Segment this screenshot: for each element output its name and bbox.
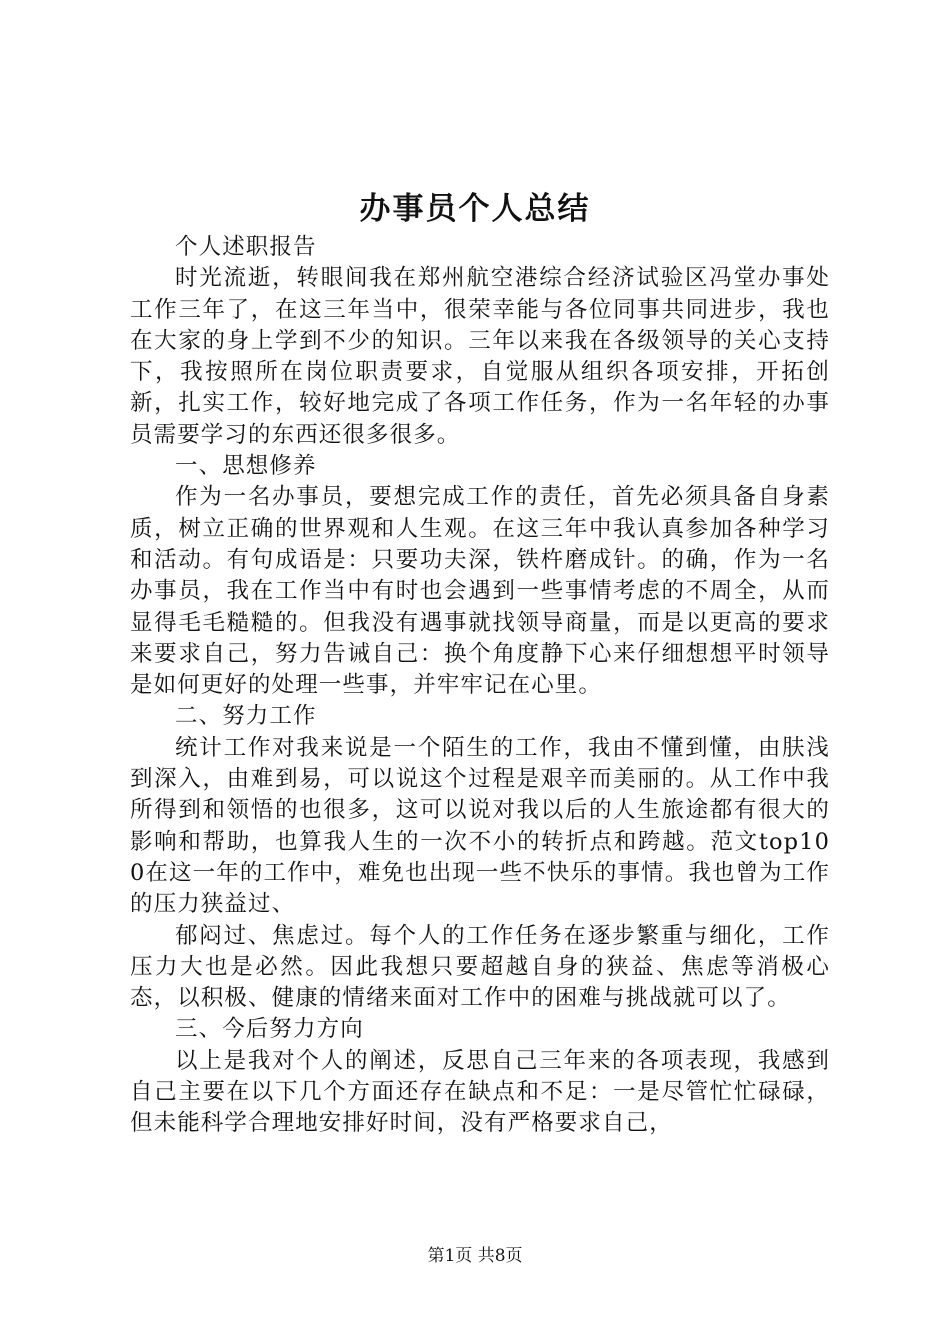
paragraph-work-continued: 郁闷过、焦虑过。每个人的工作任务在逐步繁重与细化，工作压力大也是必然。因此我想只要超越自身的狭益、焦虑等消极心态，以积极、健康的情绪来面对工作中的困难与挑战就可以了。 — [130, 922, 830, 1012]
paragraph-work: 统计工作对我来说是一个陌生的工作，我由不懂到懂，由肤浅到深入，由难到易，可以说这个过程是艰辛而美丽的。从工作中我所得到和领悟的也很多，这可以说对我以后的人生旅途都有很大的影响和帮助，也算我人生的一次不小的转折点和跨越。范文top100在这一年的工作中，难免也出现一些不快乐的事情。我也曾为工作的压力狭益过、 — [130, 734, 830, 918]
paragraph-report-heading: 个人述职报告 — [175, 234, 317, 260]
section-heading-future: 三、今后努力方向 — [175, 1016, 364, 1043]
paragraph-ideology: 作为一名办事员，要想完成工作的责任，首先必须具备自身素质，树立正确的世界观和人生观。在这三年中我认真参加各种学习和活动。有句成语是：只要功夫深，铁杵磨成针。的确，作为一名办事员，我在工作当中有时也会遇到一些事情考虑的不周全，从而显得毛毛糙糙的。但我没有遇事就找领导商量，而是以更高的要求来要求自己，努力告诫自己：换个角度静下心来仔细想想平时领导是如何更好的处理一些事，并牢牢记在心里。 — [130, 484, 830, 699]
paragraph-future: 以上是我对个人的阐述，反思自己三年来的各项表现，我感到自己主要在以下几个方面还存在缺点和不足：一是尽管忙忙碌碌，但未能科学合理地安排好时间，没有严格要求自己， — [130, 1047, 830, 1137]
document-title: 办事员个人总结 — [359, 191, 591, 227]
paragraph-intro: 时光流逝，转眼间我在郑州航空港综合经济试验区冯堂办事处工作三年了，在这三年当中，很荣幸能与各位同事共同进步，我也在大家的身上学到不少的知识。三年以来我在各级领导的关心支持下，我按照所在岗位职责要求，自觉服从组织各项安排，开拓创新，扎实工作，较好地完成了各项工作任务，作为一名年轻的办事员需要学习的东西还很多很多。 — [130, 265, 830, 448]
document-body — [130, 232, 830, 1140]
section-heading-work: 二、努力工作 — [175, 703, 317, 730]
page-number-footer: 第1页 共8页 — [427, 1246, 523, 1266]
section-heading-ideology: 一、思想修养 — [175, 453, 317, 480]
